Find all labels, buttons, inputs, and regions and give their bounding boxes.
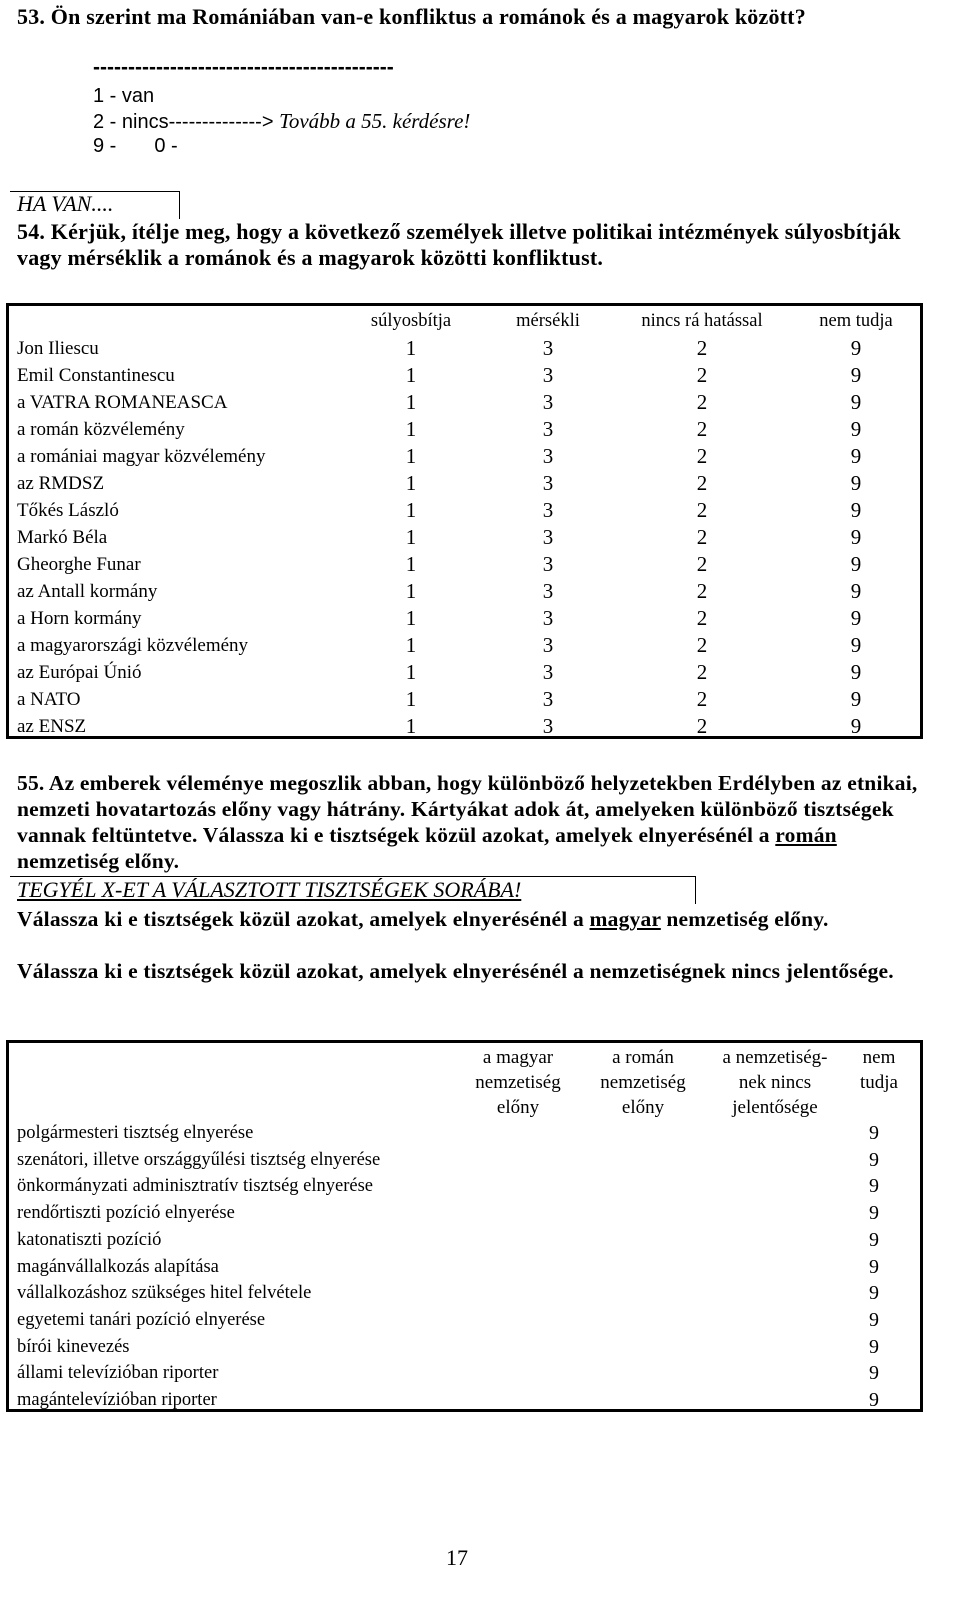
table-row — [9, 1280, 920, 1307]
row-label: vállalkozáshoz szükséges hitel felvétele — [17, 1283, 312, 1304]
response-code: 9 — [869, 1308, 879, 1331]
row-label: az RMDSZ — [17, 473, 105, 494]
response-code: 2 — [696, 390, 708, 414]
response-code: 1 — [405, 444, 417, 468]
response-code: 2 — [696, 498, 708, 522]
response-code: 3 — [542, 633, 554, 657]
row-label: a VATRA ROMANEASCA — [17, 392, 228, 413]
response-code: 9 — [850, 714, 862, 738]
q54-header-col4: nem tudja — [819, 311, 893, 331]
response-code: 9 — [869, 1122, 879, 1144]
response-code: 1 — [405, 660, 417, 684]
response-code: 2 — [696, 552, 708, 576]
table-row — [9, 335, 920, 362]
response-code: 3 — [542, 390, 554, 414]
table-row — [9, 605, 920, 632]
table-row — [9, 1387, 920, 1414]
response-code: 9 — [850, 336, 862, 360]
response-code: 9 — [850, 417, 862, 441]
response-code: 9 — [850, 552, 862, 576]
q53-option-nincs — [93, 109, 470, 134]
response-code: 1 — [405, 579, 417, 603]
response-code: 9 — [850, 390, 862, 414]
row-label: egyetemi tanári pozíció elnyerése — [17, 1309, 266, 1330]
table-row — [9, 1173, 920, 1200]
row-label: önkormányzati adminisztratív tisztség elnyerése — [17, 1176, 374, 1197]
row-label: az ENSZ — [17, 716, 87, 737]
response-code: 3 — [542, 498, 554, 522]
table-row — [9, 1334, 920, 1361]
q53-option-van: 1 - van — [93, 85, 155, 107]
row-label: Emil Constantinescu — [17, 365, 175, 386]
q53-code-9: 9 - — [93, 135, 117, 157]
table-row — [9, 1307, 920, 1334]
q55-header-col1: a magyar nemzetiség előny — [475, 1047, 561, 1118]
table-row — [9, 632, 920, 659]
row-label: a romániai magyar közvélemény — [17, 446, 266, 467]
table-row — [9, 1254, 920, 1281]
question-53-title: 53. Ön szerint ma Romániában van-e konfliktus a románok és a magyarok között? — [17, 4, 806, 29]
response-code: 2 — [696, 417, 708, 441]
q55-header-col3: a nemzetiség-nek nincs jelentősége — [722, 1047, 828, 1118]
table-row — [9, 416, 920, 443]
response-code: 3 — [542, 579, 554, 603]
table-row — [9, 1120, 920, 1147]
response-code: 2 — [696, 633, 708, 657]
question-55-title — [17, 770, 922, 874]
response-code: 1 — [405, 687, 417, 711]
row-label: a magyarországi közvélemény — [17, 635, 249, 656]
response-code: 9 — [850, 606, 862, 630]
response-code: 2 — [696, 660, 708, 684]
table-row — [9, 470, 920, 497]
response-code: 1 — [405, 336, 417, 360]
response-code: 9 — [850, 471, 862, 495]
page-number: 17 — [446, 1545, 468, 1570]
response-code: 3 — [542, 444, 554, 468]
q55-second-prompt — [17, 906, 922, 932]
response-code: 2 — [696, 525, 708, 549]
row-label: polgármesteri tisztség elnyerése — [17, 1123, 254, 1143]
table-row — [9, 1227, 920, 1254]
response-code: 1 — [405, 363, 417, 387]
row-label: rendőrtiszti pozíció elnyerése — [17, 1203, 235, 1224]
response-code: 3 — [542, 471, 554, 495]
q53-code-0: 0 - — [154, 135, 178, 157]
response-code: 3 — [542, 606, 554, 630]
response-code: 3 — [542, 336, 554, 360]
response-code: 9 — [869, 1202, 879, 1225]
table-row — [9, 1147, 920, 1174]
response-code: 3 — [542, 363, 554, 387]
row-label: Gheorghe Funar — [17, 554, 141, 575]
response-code: 2 — [696, 363, 708, 387]
response-code: 2 — [696, 606, 708, 630]
response-code: 9 — [869, 1228, 879, 1251]
q55-underlined-roman: román — [775, 823, 837, 847]
response-code: 1 — [405, 606, 417, 630]
response-code: 1 — [405, 552, 417, 576]
q53-option-nincs-label: 2 - nincs--------------> — [93, 111, 274, 133]
filter-label: HA VAN.... — [17, 191, 114, 216]
table-row — [9, 659, 920, 686]
response-code: 3 — [542, 552, 554, 576]
response-code: 1 — [405, 714, 417, 738]
table-row — [9, 362, 920, 389]
q55-text-a: 55. Az emberek véleménye megoszlik abban, hogy különböző helyzetekben Erdélyben az etnikai, nemzeti hovatartozás előny vagy hátrány. Kártyákat adok át, amelyeken különböző tisztségek vannak feltüntetve. Válassza ki e tisztségek közül azokat, amelyek elnyerésénél a — [17, 771, 918, 847]
q55-text-b: nemzetiség előny. — [17, 849, 180, 873]
row-label: a Horn kormány — [17, 608, 142, 629]
response-code: 9 — [850, 363, 862, 387]
table-row — [9, 551, 920, 578]
q53-option-codes — [93, 134, 178, 158]
row-label: az Antall kormány — [17, 581, 158, 602]
response-code: 9 — [869, 1362, 879, 1385]
response-code: 9 — [850, 579, 862, 603]
response-code: 9 — [869, 1148, 879, 1171]
row-label: Tőkés László — [17, 500, 119, 521]
response-code: 1 — [405, 471, 417, 495]
response-code: 9 — [850, 444, 862, 468]
response-code: 9 — [869, 1282, 879, 1305]
row-label: magánvállalkozás alapítása — [17, 1256, 219, 1277]
response-code: 1 — [405, 525, 417, 549]
response-code: 9 — [869, 1389, 879, 1411]
q55-table — [6, 1040, 923, 1412]
response-code: 9 — [869, 1255, 879, 1278]
table-row — [9, 1360, 920, 1387]
q54-table-header — [9, 308, 920, 335]
q55-header-col2: a román nemzetiség előny — [600, 1047, 686, 1118]
table-row — [9, 443, 920, 470]
response-code: 1 — [405, 390, 417, 414]
response-code: 3 — [542, 417, 554, 441]
table-row — [9, 578, 920, 605]
response-code: 2 — [696, 579, 708, 603]
response-code: 9 — [869, 1335, 879, 1358]
q55-header-col4: nem tudja — [860, 1047, 898, 1093]
row-label: bírói kinevezés — [17, 1336, 130, 1357]
response-code: 3 — [542, 714, 554, 738]
row-label: a NATO — [17, 689, 81, 710]
q54-header-col1: súlyosbítja — [370, 311, 452, 331]
response-code: 2 — [696, 471, 708, 495]
row-label: katonatiszti pozíció — [17, 1229, 162, 1250]
table-row — [9, 524, 920, 551]
response-code: 1 — [405, 417, 417, 441]
response-code: 2 — [696, 336, 708, 360]
row-label: Markó Béla — [17, 527, 108, 548]
response-code: 3 — [542, 660, 554, 684]
table-row — [9, 713, 920, 740]
row-label: magántelevízióban riporter — [17, 1390, 217, 1410]
q55-underlined-magyar: magyar — [589, 907, 661, 931]
q55-third-prompt: Válassza ki e tisztségek közül azokat, amelyek elnyerésénél a nemzetiségnek nincs jelentősége. — [17, 959, 894, 983]
q55-second-text-a: Válassza ki e tisztségek közül azokat, amelyek elnyerésénél a — [17, 907, 584, 931]
interviewer-instruction: TEGYÉL X-ET A VÁLASZTOTT TISZTSÉGEK SORÁBA! — [17, 877, 522, 902]
dash-separator: ------------------------------------------- — [93, 56, 394, 79]
question-54-title: 54. Kérjük, ítélje meg, hogy a következő személyek illetve politikai intézmények súlyosbítják vagy mérséklik a románok és a magyarok közötti konfliktust. — [17, 219, 901, 270]
table-row — [9, 1200, 920, 1227]
response-code: 9 — [850, 525, 862, 549]
response-code: 9 — [869, 1175, 879, 1198]
row-label: az Európai Únió — [17, 662, 142, 683]
response-code: 2 — [696, 687, 708, 711]
row-label: állami televízióban riporter — [17, 1363, 219, 1384]
response-code: 9 — [850, 633, 862, 657]
response-code: 3 — [542, 687, 554, 711]
row-label: Jon Iliescu — [17, 338, 99, 359]
table-row — [9, 389, 920, 416]
q55-second-text-b: nemzetiség előny. — [666, 907, 829, 931]
response-code: 9 — [850, 687, 862, 711]
response-code: 9 — [850, 660, 862, 684]
q54-header-col3: nincs rá hatással — [641, 311, 763, 331]
response-code: 9 — [850, 498, 862, 522]
response-code: 1 — [405, 633, 417, 657]
row-label: szenátori, illetve országgyűlési tisztség elnyerése — [17, 1149, 381, 1170]
response-code: 2 — [696, 444, 708, 468]
row-label: a román közvélemény — [17, 419, 185, 440]
response-code: 3 — [542, 525, 554, 549]
q53-skip-instruction: Tovább a 55. kérdésre! — [279, 109, 471, 133]
q54-table — [6, 303, 923, 739]
table-row — [9, 686, 920, 713]
q54-header-col2: mérsékli — [516, 311, 580, 331]
response-code: 1 — [405, 498, 417, 522]
response-code: 2 — [696, 714, 708, 738]
table-row — [9, 497, 920, 524]
